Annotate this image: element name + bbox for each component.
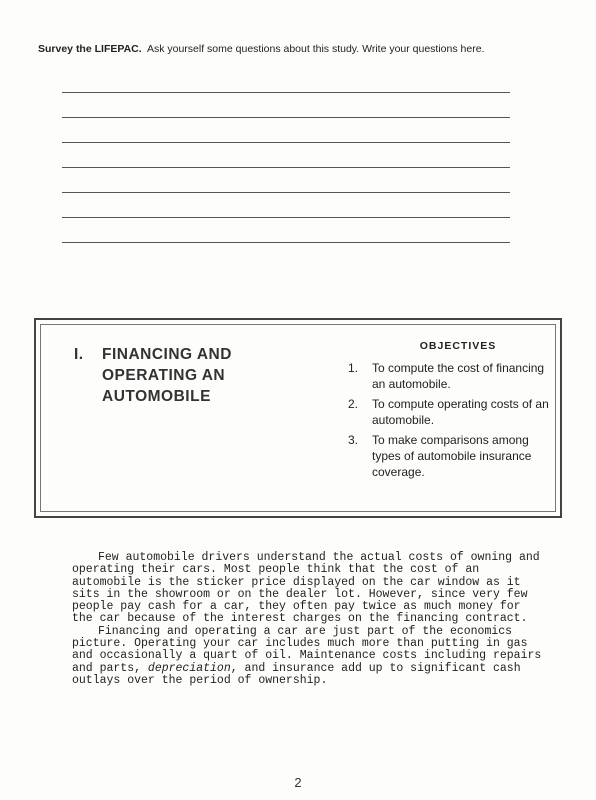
survey-instructions: [38, 40, 558, 58]
section-number: I.: [74, 346, 84, 363]
answer-line[interactable]: [62, 242, 510, 243]
objective-text: To make comparisons among types of automobile insurance coverage.: [372, 433, 532, 479]
answer-line[interactable]: [62, 217, 510, 218]
objective-item: [348, 432, 558, 480]
paragraph-text: Financing and operating a car are just part of the economics picture. Operating your car includes much more than putting in gas and occasionally a quart of oil. Maintenance costs including repairs and parts,: [72, 624, 542, 675]
body-text: [72, 552, 542, 687]
page-number: 2: [294, 775, 302, 790]
answer-line[interactable]: [62, 167, 510, 168]
objectives: [348, 340, 558, 484]
answer-line[interactable]: [62, 142, 510, 143]
answer-line[interactable]: [62, 192, 510, 193]
paragraph-text: , and insurance add up to significant cash outlays over the period of ownership.: [72, 661, 521, 687]
section-box: [34, 318, 562, 518]
objective-item: [348, 396, 558, 428]
objective-item: [348, 360, 558, 392]
survey-lead: Survey the LIFEPAC.: [38, 43, 142, 55]
answer-line[interactable]: [62, 92, 510, 93]
objective-text: To compute the cost of financing an automobile.: [372, 361, 545, 391]
objectives-heading: OBJECTIVES: [419, 340, 497, 352]
survey-text: Ask yourself some questions about this study. Write your questions here.: [146, 43, 485, 55]
objective-number: 2.: [348, 397, 359, 411]
body-paragraph: Few automobile drivers understand the actual costs of owning and operating their cars. Most people think that the cost of an automobile is the sticker price displayed on the car window as it sits in the showroom or on the dealer lot. However, since very few people pay cash for a car, they often pay twice as much money for the car because of the interest charges on the financing contract.: [72, 551, 540, 626]
objective-text: To compute operating costs of an automobile.: [372, 397, 549, 427]
objective-number: 1.: [348, 361, 359, 375]
answer-line[interactable]: [62, 117, 510, 118]
section-title-text: FINANCING AND OPERATING AN AUTOMOBILE: [102, 346, 232, 405]
body-paragraph: [72, 626, 542, 687]
objective-number: 3.: [348, 433, 359, 447]
glossary-term: depreciation: [147, 661, 231, 675]
